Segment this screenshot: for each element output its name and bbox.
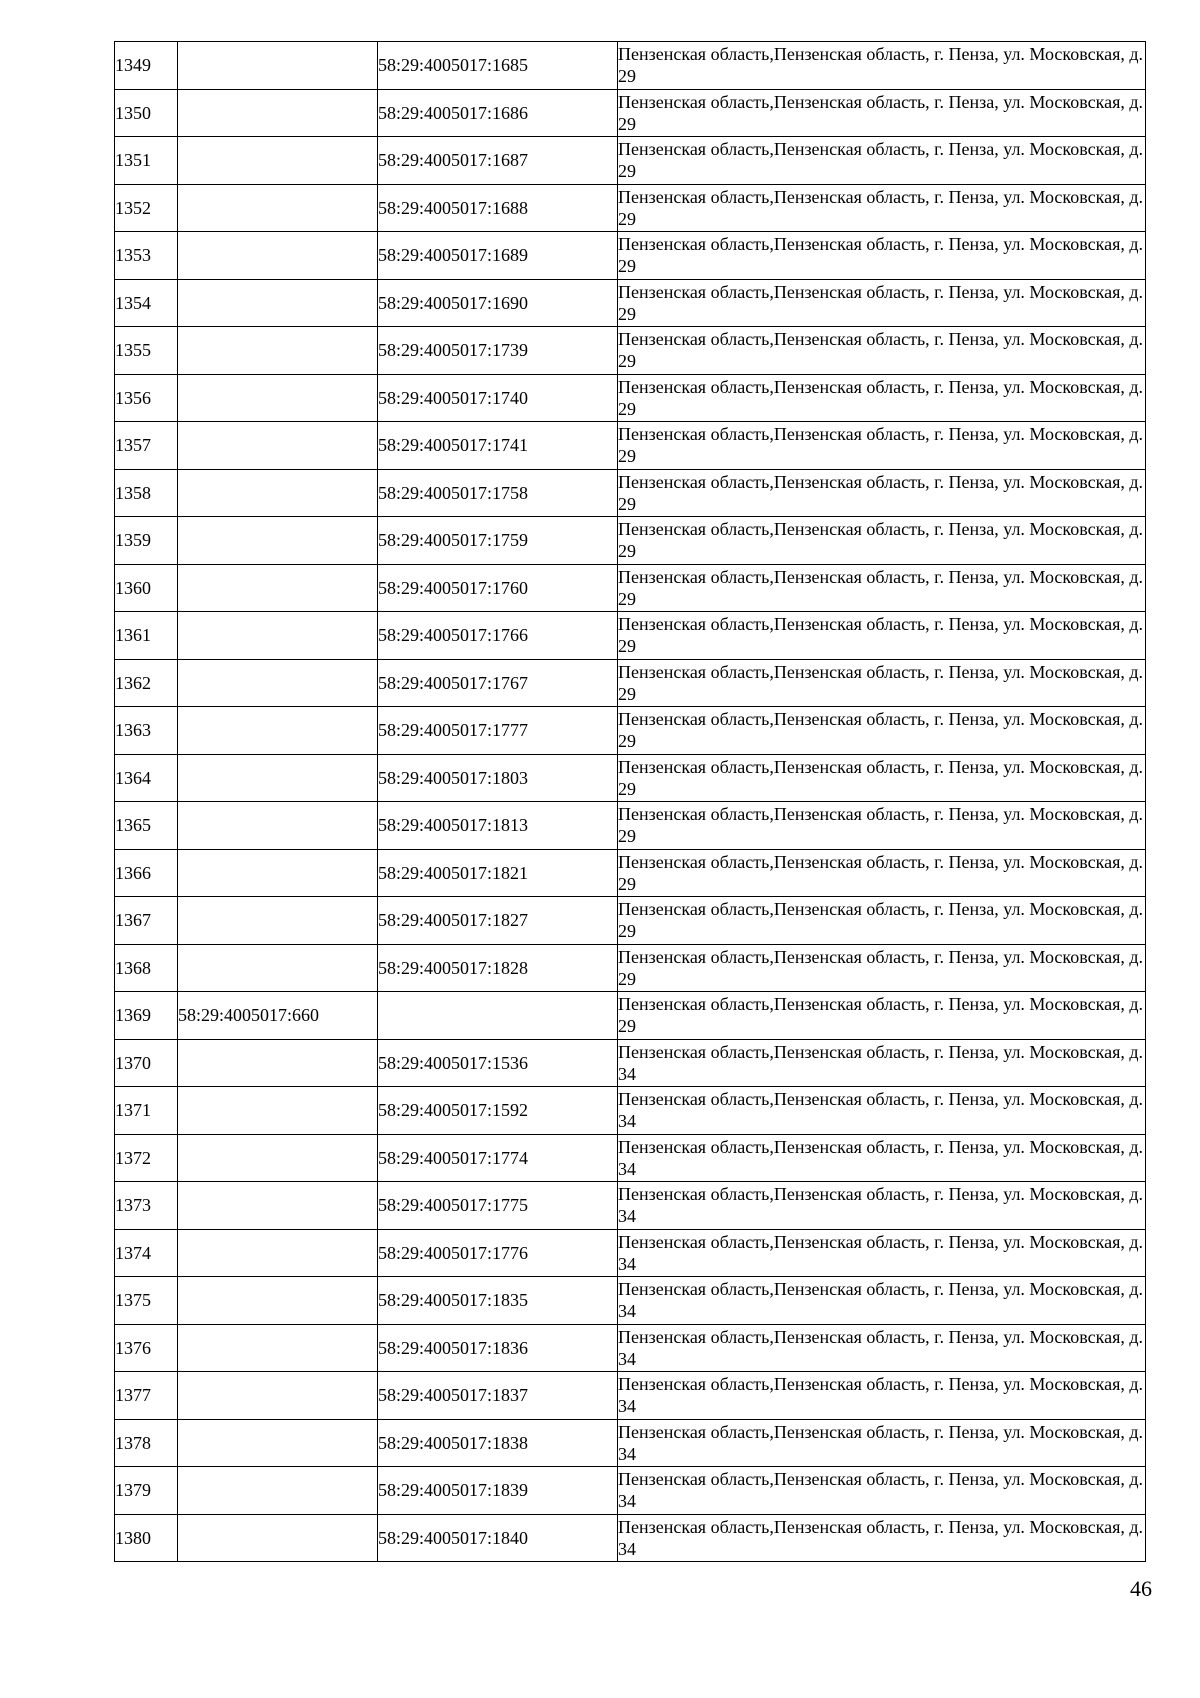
- land-cadastral-number: [178, 849, 378, 897]
- address: Пензенская область,Пензенская область, г. Пенза, ул. Московская, д. 29: [618, 802, 1146, 850]
- object-cadastral-number: 58:29:4005017:1776: [378, 1229, 618, 1277]
- row-number: 1356: [115, 374, 178, 422]
- table-row: [115, 1134, 1146, 1182]
- object-cadastral-number: 58:29:4005017:1803: [378, 754, 618, 802]
- address: Пензенская область,Пензенская область, г. Пенза, ул. Московская, д. 29: [618, 327, 1146, 375]
- object-cadastral-number: 58:29:4005017:1686: [378, 89, 618, 137]
- address: Пензенская область,Пензенская область, г. Пенза, ул. Московская, д. 29: [618, 897, 1146, 945]
- land-cadastral-number: [178, 89, 378, 137]
- land-cadastral-number: [178, 1229, 378, 1277]
- land-cadastral-number: [178, 1467, 378, 1515]
- table-row: [115, 612, 1146, 660]
- land-cadastral-number: [178, 659, 378, 707]
- land-cadastral-number: [178, 327, 378, 375]
- row-number: 1370: [115, 1039, 178, 1087]
- address: Пензенская область,Пензенская область, г. Пенза, ул. Московская, д. 34: [618, 1182, 1146, 1230]
- object-cadastral-number: 58:29:4005017:1827: [378, 897, 618, 945]
- object-cadastral-number: 58:29:4005017:1760: [378, 564, 618, 612]
- row-number: 1379: [115, 1467, 178, 1515]
- table-row: [115, 1514, 1146, 1562]
- land-cadastral-number: [178, 1277, 378, 1325]
- table-row: [115, 1467, 1146, 1515]
- object-cadastral-number: 58:29:4005017:1685: [378, 42, 618, 90]
- row-number: 1362: [115, 659, 178, 707]
- row-number: 1351: [115, 137, 178, 185]
- land-cadastral-number: [178, 1134, 378, 1182]
- object-cadastral-number: 58:29:4005017:1837: [378, 1372, 618, 1420]
- table-row: [115, 1087, 1146, 1135]
- address: Пензенская область,Пензенская область, г. Пенза, ул. Московская, д. 29: [618, 422, 1146, 470]
- row-number: 1374: [115, 1229, 178, 1277]
- land-cadastral-number: [178, 1182, 378, 1230]
- row-number: 1353: [115, 232, 178, 280]
- registry-table-body: [115, 42, 1146, 1562]
- address: Пензенская область,Пензенская область, г. Пенза, ул. Московская, д. 29: [618, 469, 1146, 517]
- object-cadastral-number: 58:29:4005017:1741: [378, 422, 618, 470]
- row-number: 1367: [115, 897, 178, 945]
- address: Пензенская область,Пензенская область, г. Пенза, ул. Московская, д. 34: [618, 1372, 1146, 1420]
- row-number: 1380: [115, 1514, 178, 1562]
- row-number: 1366: [115, 849, 178, 897]
- object-cadastral-number: 58:29:4005017:1689: [378, 232, 618, 280]
- table-row: [115, 707, 1146, 755]
- table-row: [115, 1229, 1146, 1277]
- row-number: 1360: [115, 564, 178, 612]
- object-cadastral-number: 58:29:4005017:1777: [378, 707, 618, 755]
- object-cadastral-number: 58:29:4005017:1840: [378, 1514, 618, 1562]
- land-cadastral-number: [178, 42, 378, 90]
- object-cadastral-number: 58:29:4005017:1836: [378, 1324, 618, 1372]
- table-row: [115, 137, 1146, 185]
- land-cadastral-number: [178, 754, 378, 802]
- row-number: 1376: [115, 1324, 178, 1372]
- address: Пензенская область,Пензенская область, г. Пенза, ул. Московская, д. 29: [618, 89, 1146, 137]
- table-row: [115, 1324, 1146, 1372]
- table-row: [115, 1277, 1146, 1325]
- land-cadastral-number: [178, 897, 378, 945]
- object-cadastral-number: 58:29:4005017:1767: [378, 659, 618, 707]
- address: Пензенская область,Пензенская область, г. Пенза, ул. Московская, д. 29: [618, 232, 1146, 280]
- address: Пензенская область,Пензенская область, г. Пенза, ул. Московская, д. 34: [618, 1134, 1146, 1182]
- table-row: [115, 659, 1146, 707]
- address: Пензенская область,Пензенская область, г. Пенза, ул. Московская, д. 29: [618, 137, 1146, 185]
- land-cadastral-number: [178, 1324, 378, 1372]
- land-cadastral-number: [178, 564, 378, 612]
- row-number: 1352: [115, 184, 178, 232]
- row-number: 1369: [115, 992, 178, 1040]
- land-cadastral-number: [178, 422, 378, 470]
- page-number: 46: [1130, 1576, 1152, 1601]
- table-row: [115, 1419, 1146, 1467]
- land-cadastral-number: 58:29:4005017:660: [178, 992, 378, 1040]
- table-row: [115, 1372, 1146, 1420]
- object-cadastral-number: 58:29:4005017:1688: [378, 184, 618, 232]
- table-row: [115, 897, 1146, 945]
- land-cadastral-number: [178, 612, 378, 660]
- address: Пензенская область,Пензенская область, г. Пенза, ул. Московская, д. 29: [618, 849, 1146, 897]
- table-row: [115, 374, 1146, 422]
- row-number: 1349: [115, 42, 178, 90]
- row-number: 1355: [115, 327, 178, 375]
- row-number: 1373: [115, 1182, 178, 1230]
- row-number: 1377: [115, 1372, 178, 1420]
- object-cadastral-number: 58:29:4005017:1828: [378, 944, 618, 992]
- land-cadastral-number: [178, 1039, 378, 1087]
- table-row: [115, 422, 1146, 470]
- address: Пензенская область,Пензенская область, г. Пенза, ул. Московская, д. 29: [618, 944, 1146, 992]
- row-number: 1363: [115, 707, 178, 755]
- object-cadastral-number: 58:29:4005017:1759: [378, 517, 618, 565]
- row-number: 1372: [115, 1134, 178, 1182]
- land-cadastral-number: [178, 374, 378, 422]
- address: Пензенская область,Пензенская область, г. Пенза, ул. Московская, д. 29: [618, 707, 1146, 755]
- object-cadastral-number: 58:29:4005017:1835: [378, 1277, 618, 1325]
- table-row: [115, 802, 1146, 850]
- address: Пензенская область,Пензенская область, г. Пенза, ул. Московская, д. 34: [618, 1277, 1146, 1325]
- land-cadastral-number: [178, 1087, 378, 1135]
- land-cadastral-number: [178, 137, 378, 185]
- table-row: [115, 232, 1146, 280]
- land-cadastral-number: [178, 184, 378, 232]
- row-number: 1375: [115, 1277, 178, 1325]
- land-cadastral-number: [178, 802, 378, 850]
- land-cadastral-number: [178, 517, 378, 565]
- address: Пензенская область,Пензенская область, г. Пенза, ул. Московская, д. 34: [618, 1514, 1146, 1562]
- table-row: [115, 184, 1146, 232]
- object-cadastral-number: 58:29:4005017:1839: [378, 1467, 618, 1515]
- table-row: [115, 849, 1146, 897]
- row-number: 1357: [115, 422, 178, 470]
- table-row: [115, 327, 1146, 375]
- address: Пензенская область,Пензенская область, г. Пенза, ул. Московская, д. 34: [618, 1087, 1146, 1135]
- address: Пензенская область,Пензенская область, г. Пенза, ул. Московская, д. 29: [618, 279, 1146, 327]
- object-cadastral-number: 58:29:4005017:1739: [378, 327, 618, 375]
- row-number: 1358: [115, 469, 178, 517]
- address: Пензенская область,Пензенская область, г. Пенза, ул. Московская, д. 29: [618, 517, 1146, 565]
- object-cadastral-number: 58:29:4005017:1690: [378, 279, 618, 327]
- address: Пензенская область,Пензенская область, г. Пенза, ул. Московская, д. 29: [618, 374, 1146, 422]
- object-cadastral-number: 58:29:4005017:1774: [378, 1134, 618, 1182]
- object-cadastral-number: 58:29:4005017:1821: [378, 849, 618, 897]
- table-row: [115, 279, 1146, 327]
- land-cadastral-number: [178, 232, 378, 280]
- row-number: 1359: [115, 517, 178, 565]
- land-cadastral-number: [178, 469, 378, 517]
- object-cadastral-number: 58:29:4005017:1775: [378, 1182, 618, 1230]
- row-number: 1350: [115, 89, 178, 137]
- land-cadastral-number: [178, 1372, 378, 1420]
- object-cadastral-number: 58:29:4005017:1536: [378, 1039, 618, 1087]
- address: Пензенская область,Пензенская область, г. Пенза, ул. Московская, д. 34: [618, 1419, 1146, 1467]
- land-cadastral-number: [178, 1419, 378, 1467]
- object-cadastral-number: 58:29:4005017:1592: [378, 1087, 618, 1135]
- row-number: 1371: [115, 1087, 178, 1135]
- address: Пензенская область,Пензенская область, г. Пенза, ул. Московская, д. 29: [618, 659, 1146, 707]
- table-row: [115, 1039, 1146, 1087]
- row-number: 1364: [115, 754, 178, 802]
- land-cadastral-number: [178, 1514, 378, 1562]
- land-cadastral-number: [178, 279, 378, 327]
- object-cadastral-number: 58:29:4005017:1838: [378, 1419, 618, 1467]
- row-number: 1368: [115, 944, 178, 992]
- table-row: [115, 992, 1146, 1040]
- object-cadastral-number: 58:29:4005017:1740: [378, 374, 618, 422]
- address: Пензенская область,Пензенская область, г. Пенза, ул. Московская, д. 29: [618, 992, 1146, 1040]
- address: Пензенская область,Пензенская область, г. Пенза, ул. Московская, д. 29: [618, 612, 1146, 660]
- row-number: 1361: [115, 612, 178, 660]
- address: Пензенская область,Пензенская область, г. Пенза, ул. Московская, д. 34: [618, 1229, 1146, 1277]
- address: Пензенская область,Пензенская область, г. Пенза, ул. Московская, д. 29: [618, 184, 1146, 232]
- address: Пензенская область,Пензенская область, г. Пенза, ул. Московская, д. 29: [618, 754, 1146, 802]
- address: Пензенская область,Пензенская область, г. Пенза, ул. Московская, д. 29: [618, 564, 1146, 612]
- row-number: 1378: [115, 1419, 178, 1467]
- object-cadastral-number: 58:29:4005017:1813: [378, 802, 618, 850]
- address: Пензенская область,Пензенская область, г. Пенза, ул. Московская, д. 34: [618, 1039, 1146, 1087]
- row-number: 1354: [115, 279, 178, 327]
- table-row: [115, 469, 1146, 517]
- table-row: [115, 1182, 1146, 1230]
- land-cadastral-number: [178, 944, 378, 992]
- table-row: [115, 89, 1146, 137]
- object-cadastral-number: 58:29:4005017:1687: [378, 137, 618, 185]
- object-cadastral-number: 58:29:4005017:1758: [378, 469, 618, 517]
- address: Пензенская область,Пензенская область, г. Пенза, ул. Московская, д. 29: [618, 42, 1146, 90]
- address: Пензенская область,Пензенская область, г. Пенза, ул. Московская, д. 34: [618, 1324, 1146, 1372]
- row-number: 1365: [115, 802, 178, 850]
- land-cadastral-number: [178, 707, 378, 755]
- object-cadastral-number: [378, 992, 618, 1040]
- table-row: [115, 517, 1146, 565]
- table-row: [115, 754, 1146, 802]
- object-cadastral-number: 58:29:4005017:1766: [378, 612, 618, 660]
- address: Пензенская область,Пензенская область, г. Пенза, ул. Московская, д. 34: [618, 1467, 1146, 1515]
- table-row: [115, 42, 1146, 90]
- registry-table: [114, 41, 1146, 1562]
- table-row: [115, 944, 1146, 992]
- table-row: [115, 564, 1146, 612]
